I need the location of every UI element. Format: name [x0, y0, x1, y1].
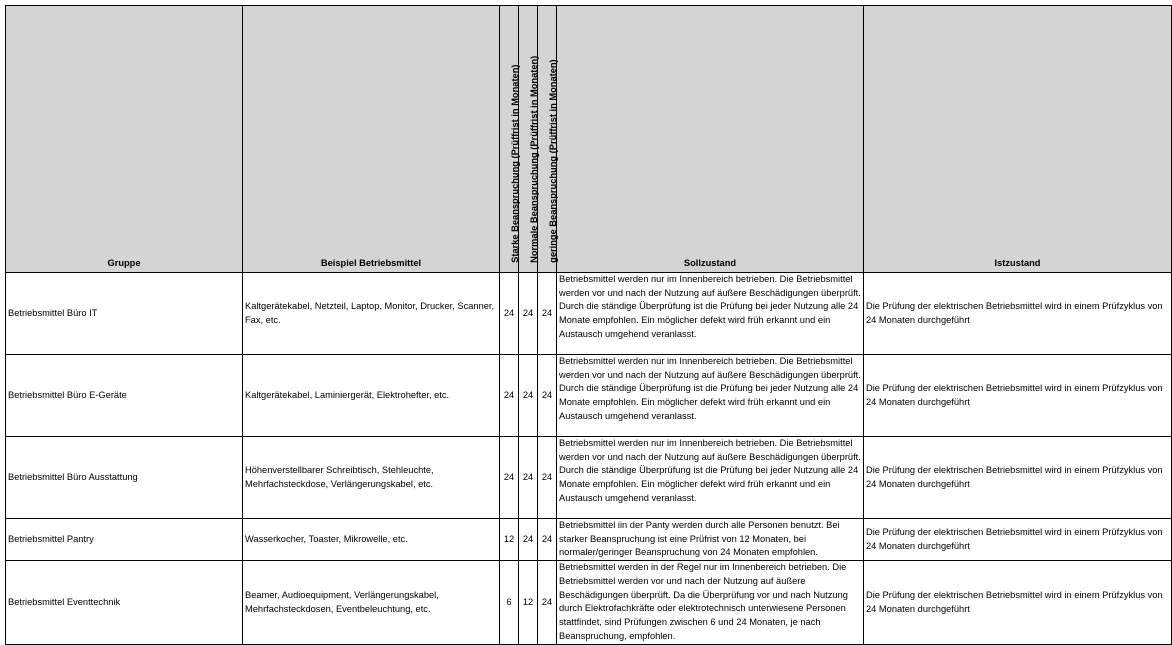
table-row — [6, 355, 1172, 437]
cell-ist[interactable]: Die Prüfung der elektrischen Betriebsmittel wird in einem Prüfzyklus von 24 Monaten durchgeführt — [864, 273, 1172, 355]
cell-gering[interactable]: 24 — [538, 355, 557, 437]
cell-beispiel[interactable]: Kaltgerätekabel, Netzteil, Laptop, Monitor, Drucker, Scanner, Fax, etc. — [243, 273, 500, 355]
cell-stark[interactable]: 24 — [500, 437, 519, 519]
cell-stark[interactable]: 12 — [500, 519, 519, 561]
cell-gruppe[interactable]: Betriebsmittel Pantry — [6, 519, 243, 561]
cell-ist[interactable]: Die Prüfung der elektrischen Betriebsmittel wird in einem Prüfzyklus von 24 Monaten durchgeführt — [864, 355, 1172, 437]
cell-stark[interactable]: 24 — [500, 273, 519, 355]
table-row — [6, 561, 1172, 645]
cell-ist[interactable]: Die Prüfung der elektrischen Betriebsmittel wird in einem Prüfzyklus von 24 Monaten durchgeführt — [864, 437, 1172, 519]
cell-gruppe[interactable]: Betriebsmittel Eventtechnik — [6, 561, 243, 645]
header-gering-label: geringe Beanspruchung (Prüffrist in Monaten) — [548, 59, 558, 264]
cell-ist[interactable]: Die Prüfung der elektrischen Betriebsmittel wird in einem Prüfzyklus von 24 Monaten durchgeführt — [864, 519, 1172, 561]
cell-normal[interactable]: 24 — [519, 273, 538, 355]
header-normal[interactable] — [519, 6, 538, 273]
cell-soll[interactable]: Betriebsmittel werden in der Regel nur im Innenbereich betrieben. Die Betriebsmittel werden vor und nach der Nutzung auf äußere Beschädigungen überprüft. Da die Überprüfung vor und nach Nutzung durch Elektrofachkräfte oder elektrotechnisch unterwiesene Personen stattfindet, sind Prüfungen zwischen 6 und 24 Monaten, je nach Beanspruchung, empfohlen. — [557, 561, 864, 645]
cell-gering[interactable]: 24 — [538, 519, 557, 561]
header-stark-label: Starke Beanspruchung (Prüffrist in Monaten) — [510, 64, 520, 264]
cell-normal[interactable]: 24 — [519, 519, 538, 561]
header-ist[interactable]: Istzustand — [864, 6, 1172, 273]
cell-gering[interactable]: 24 — [538, 561, 557, 645]
header-beispiel[interactable]: Beispiel Betriebsmittel — [243, 6, 500, 273]
inspection-table — [5, 5, 1172, 645]
cell-beispiel[interactable]: Wasserkocher, Toaster, Mikrowelle, etc. — [243, 519, 500, 561]
table-row — [6, 519, 1172, 561]
cell-gering[interactable]: 24 — [538, 273, 557, 355]
cell-normal[interactable]: 12 — [519, 561, 538, 645]
cell-soll[interactable]: Betriebsmittel werden nur im Innenbereich betrieben. Die Betriebsmittel werden vor und nach der Nutzung auf äußere Beschädigungen überprüft. Durch die ständige Überprüfung ist die Prüfung bei jeder Nutzung alle 24 Monate empfohlen. Ein möglicher defekt wird früh erkannt und ein Austausch umgehend veranlasst. — [557, 355, 864, 437]
cell-stark[interactable]: 6 — [500, 561, 519, 645]
header-gering[interactable] — [538, 6, 557, 273]
cell-gering[interactable]: 24 — [538, 437, 557, 519]
cell-normal[interactable]: 24 — [519, 437, 538, 519]
cell-gruppe[interactable]: Betriebsmittel Büro Ausstattung — [6, 437, 243, 519]
cell-stark[interactable]: 24 — [500, 355, 519, 437]
table-row — [6, 273, 1172, 355]
header-row — [6, 6, 1172, 273]
cell-soll[interactable]: Betriebsmittel iin der Panty werden durch alle Personen benutzt. Bei starker Beanspruchung ist eine Prüfrist von 12 Monaten, bei normaler/geringer Beanspruchung von 24 Monaten empfohlen. — [557, 519, 864, 561]
cell-beispiel[interactable]: Höhenverstellbarer Schreibtisch, Stehleuchte, Mehrfachsteckdose, Verlängerungskabel, etc. — [243, 437, 500, 519]
cell-soll[interactable]: Betriebsmittel werden nur im Innenbereich betrieben. Die Betriebsmittel werden vor und nach der Nutzung auf äußere Beschädigungen überprüft. Durch die ständige Überprüfung ist die Prüfung bei jeder Nutzung alle 24 Monate empfohlen. Ein möglicher defekt wird früh erkannt und ein Austausch umgehend veranlasst. — [557, 437, 864, 519]
cell-gruppe[interactable]: Betriebsmittel Büro IT — [6, 273, 243, 355]
cell-beispiel[interactable]: Beamer, Audioequipment, Verlängerungskabel, Mehrfachsteckdosen, Eventbeleuchtung, etc. — [243, 561, 500, 645]
header-soll[interactable]: Sollzustand — [557, 6, 864, 273]
cell-ist[interactable]: Die Prüfung der elektrischen Betriebsmittel wird in einem Prüfzyklus von 24 Monaten durchgeführt — [864, 561, 1172, 645]
cell-gruppe[interactable]: Betriebsmittel Büro E-Geräte — [6, 355, 243, 437]
cell-beispiel[interactable]: Kaltgerätekabel, Laminiergerät, Elektrohefter, etc. — [243, 355, 500, 437]
header-stark[interactable] — [500, 6, 519, 273]
header-normal-label: Normale Beanspruchung (Prüffrist in Monaten) — [529, 56, 539, 264]
table-row — [6, 437, 1172, 519]
cell-normal[interactable]: 24 — [519, 355, 538, 437]
cell-soll[interactable]: Betriebsmittel werden nur im Innenbereich betrieben. Die Betriebsmittel werden vor und nach der Nutzung auf äußere Beschädigungen überprüft. Durch die ständige Überprüfung ist die Prüfung bei jeder Nutzung alle 24 Monate empfohlen. Ein möglicher defekt wird früh erkannt und ein Austausch umgehend veranlasst. — [557, 273, 864, 355]
header-gruppe[interactable]: Gruppe — [6, 6, 243, 273]
